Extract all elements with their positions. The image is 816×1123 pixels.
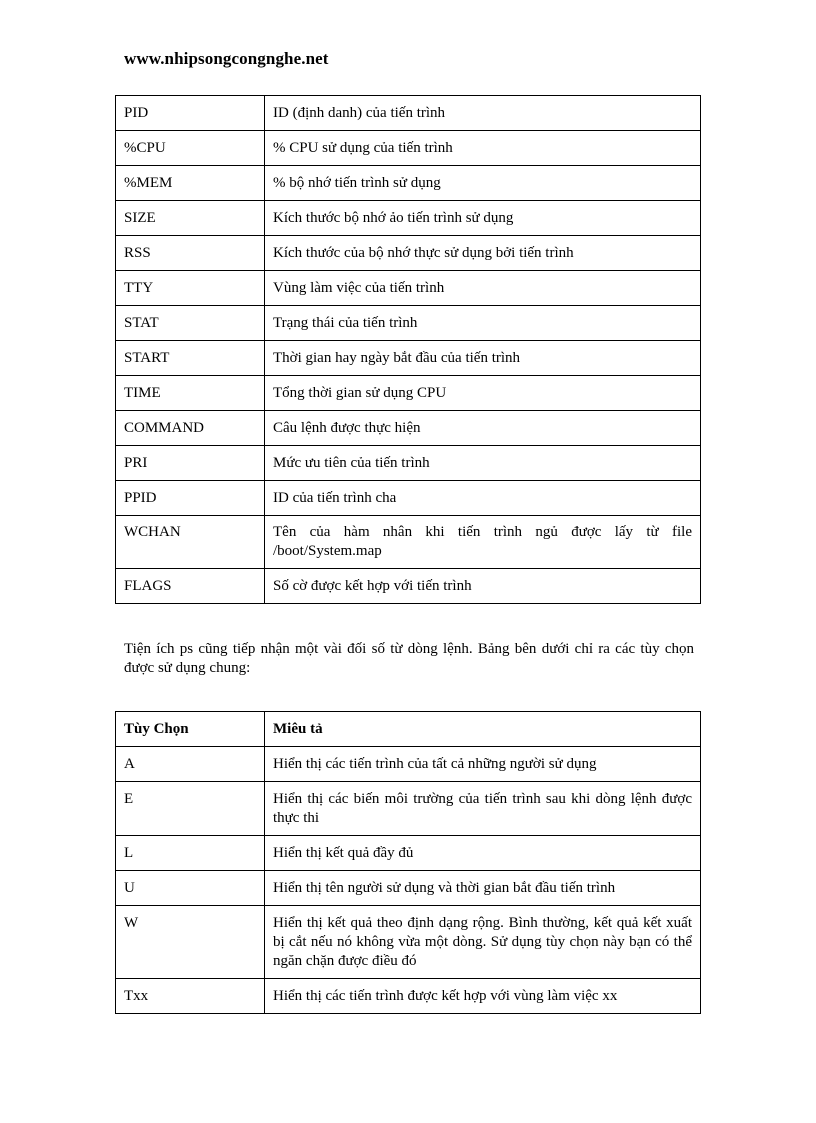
table-row xyxy=(116,747,701,782)
option-description: Hiển thị các biến môi trường của tiến trình sau khi dòng lệnh được thực thi xyxy=(265,782,701,836)
table-row xyxy=(116,166,701,201)
option-name: E xyxy=(116,782,265,836)
field-description: Thời gian hay ngày bắt đầu của tiến trình xyxy=(265,341,701,376)
table-row xyxy=(116,836,701,871)
table-row xyxy=(116,341,701,376)
field-description: ID (định danh) của tiến trình xyxy=(265,96,701,131)
field-name: COMMAND xyxy=(116,411,265,446)
field-description: Mức ưu tiên của tiến trình xyxy=(265,446,701,481)
table-row xyxy=(116,569,701,604)
field-name: %MEM xyxy=(116,166,265,201)
table-row xyxy=(116,96,701,131)
table-row xyxy=(116,306,701,341)
field-description: Số cờ được kết hợp với tiến trình xyxy=(265,569,701,604)
table-row xyxy=(116,236,701,271)
table-row xyxy=(116,782,701,836)
table-row xyxy=(116,411,701,446)
field-name: TTY xyxy=(116,271,265,306)
option-name: W xyxy=(116,906,265,979)
field-description: % CPU sử dụng của tiến trình xyxy=(265,131,701,166)
field-name: PRI xyxy=(116,446,265,481)
field-description: % bộ nhớ tiến trình sử dụng xyxy=(265,166,701,201)
table-row xyxy=(116,979,701,1014)
table-row xyxy=(116,516,701,569)
field-description: Tổng thời gian sử dụng CPU xyxy=(265,376,701,411)
option-description: Hiển thị các tiến trình được kết hợp với vùng làm việc xx xyxy=(265,979,701,1014)
field-name: PPID xyxy=(116,481,265,516)
table-row xyxy=(116,871,701,906)
site-header: www.nhipsongcongnghe.net xyxy=(124,49,329,68)
field-description: Kích thước bộ nhớ ảo tiến trình sử dụng xyxy=(265,201,701,236)
field-name: FLAGS xyxy=(116,569,265,604)
field-name: WCHAN xyxy=(116,516,265,569)
field-name: PID xyxy=(116,96,265,131)
ps-options-table xyxy=(115,711,701,1014)
table-row xyxy=(116,201,701,236)
field-name: STAT xyxy=(116,306,265,341)
process-fields-table xyxy=(115,95,701,604)
column-header-description: Miêu tả xyxy=(265,712,701,747)
table-row xyxy=(116,481,701,516)
field-description: ID của tiến trình cha xyxy=(265,481,701,516)
field-description: Trạng thái của tiến trình xyxy=(265,306,701,341)
field-name: TIME xyxy=(116,376,265,411)
option-name: Txx xyxy=(116,979,265,1014)
intro-paragraph: Tiện ích ps cũng tiếp nhận một vài đối số từ dòng lệnh. Bảng bên dưới chỉ ra các tùy chọn được sử dụng chung: xyxy=(124,641,694,676)
option-name: L xyxy=(116,836,265,871)
field-name: SIZE xyxy=(116,201,265,236)
table-row xyxy=(116,271,701,306)
table-row xyxy=(116,376,701,411)
column-header-option: Tùy Chọn xyxy=(116,712,265,747)
table-row xyxy=(116,906,701,979)
table-row xyxy=(116,131,701,166)
field-description: Vùng làm việc của tiến trình xyxy=(265,271,701,306)
field-name: %CPU xyxy=(116,131,265,166)
option-description: Hiển thị kết quả đầy đủ xyxy=(265,836,701,871)
field-description: Kích thước của bộ nhớ thực sử dụng bởi tiến trình xyxy=(265,236,701,271)
option-description: Hiển thị các tiến trình của tất cả những người sử dụng xyxy=(265,747,701,782)
field-name: RSS xyxy=(116,236,265,271)
option-description: Hiển thị tên người sử dụng và thời gian bắt đầu tiến trình xyxy=(265,871,701,906)
option-name: U xyxy=(116,871,265,906)
option-description: Hiển thị kết quả theo định dạng rộng. Bình thường, kết quả kết xuất bị cắt nếu nó không vừa một dòng. Sử dụng tùy chọn này bạn có thể ngăn chặn được điều đó xyxy=(265,906,701,979)
field-description: Tên của hàm nhân khi tiến trình ngủ được lấy từ file /boot/System.map xyxy=(265,516,701,569)
table-row xyxy=(116,446,701,481)
field-description: Câu lệnh được thực hiện xyxy=(265,411,701,446)
option-name: A xyxy=(116,747,265,782)
table-header-row xyxy=(116,712,701,747)
field-name: START xyxy=(116,341,265,376)
